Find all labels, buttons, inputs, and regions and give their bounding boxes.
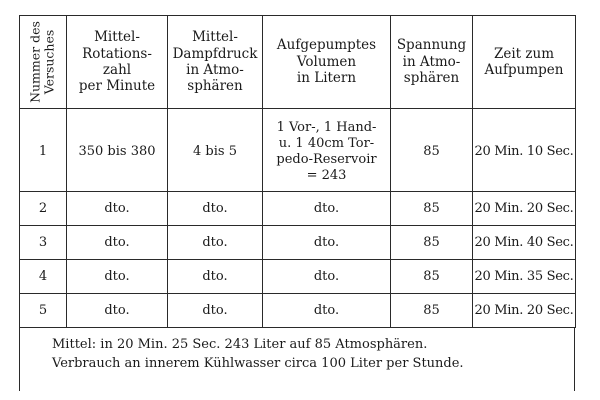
cell-volumen-line: pedo-Reservoir (276, 152, 377, 167)
cell-volumen-line: u. 1 40cm Tor- (278, 136, 375, 152)
header-zeit-line: Zeit zum (493, 45, 554, 62)
header-rotation-line: per Minute (78, 78, 156, 95)
table-row (20, 226, 576, 260)
header-spannung-line: Spannung (396, 37, 467, 54)
cell-spannung: 85 (391, 226, 473, 260)
summary-line-2: Verbrauch an innerem Kühlwasser circa 100 Liter per Stunde. (52, 355, 464, 371)
header-spannung-line: in Atmo- (402, 53, 461, 70)
cell-rotation: 350 bis 380 (67, 113, 168, 192)
cell-dampfdruck: 4 bis 5 (168, 113, 263, 192)
table-row (20, 260, 576, 294)
header-dampfdruck-line: sphären (187, 78, 243, 95)
cell-rotation: dto. (67, 192, 168, 226)
summary-note (19, 328, 575, 391)
cell-nr: 3 (20, 226, 67, 260)
header-dampfdruck-line: Dampfdruck (172, 45, 258, 62)
data-table (19, 15, 576, 328)
cell-nr: 1 (20, 113, 67, 192)
table-row (20, 192, 576, 226)
header-rotation-line: Mittel- (94, 29, 140, 46)
cell-dampfdruck: dto. (168, 260, 263, 294)
cell-rotation: dto. (67, 260, 168, 294)
cell-spannung: 85 (391, 113, 473, 192)
cell-volumen-line: = 243 (306, 167, 347, 183)
cell-dampfdruck: dto. (168, 294, 263, 328)
header-rotation-line: zahl (102, 62, 132, 78)
header-rotation (67, 16, 168, 109)
header-spannung-line: sphären (403, 70, 460, 87)
cell-nr: 4 (20, 260, 67, 294)
table-row (20, 294, 576, 328)
header-zeit (473, 16, 576, 109)
cell-dampfdruck: dto. (168, 226, 263, 260)
header-versuch (20, 16, 67, 109)
header-dampfdruck-line: Mittel- (192, 29, 238, 46)
cell-nr: 2 (20, 192, 67, 226)
header-versuch-line: Nummer des (27, 21, 43, 103)
cell-volumen: dto. (263, 226, 391, 260)
cell-volumen-line: 1 Vor-, 1 Hand- (276, 120, 377, 136)
header-volumen-line: Aufgepumptes (276, 37, 377, 54)
header-spannung (391, 16, 473, 109)
cell-nr: 5 (20, 294, 67, 328)
cell-rotation: dto. (67, 294, 168, 328)
cell-zeit: 20 Min. 10 Sec. (473, 113, 576, 192)
cell-zeit: 20 Min. 35 Sec. (473, 260, 576, 294)
header-rotation-line: Rotations- (82, 45, 152, 62)
document-sheet (19, 15, 575, 397)
cell-rotation: dto. (67, 226, 168, 260)
cell-dampfdruck: dto. (168, 192, 263, 226)
cell-volumen: dto. (263, 294, 391, 328)
cell-spannung: 85 (391, 260, 473, 294)
header-versuch-line: Versuches (42, 29, 57, 95)
cell-volumen: dto. (263, 192, 391, 226)
header-volumen (263, 16, 391, 109)
header-row (20, 16, 576, 109)
cell-zeit: 20 Min. 40 Sec. (473, 226, 576, 260)
cell-spannung: 85 (391, 192, 473, 226)
header-volumen-line: Volumen (296, 53, 357, 70)
table-row (20, 113, 576, 192)
cell-zeit: 20 Min. 20 Sec. (473, 294, 576, 328)
header-dampfdruck-line: in Atmo- (186, 62, 244, 78)
header-volumen-line: in Litern (296, 70, 357, 87)
cell-zeit: 20 Min. 20 Sec. (473, 192, 576, 226)
cell-volumen (263, 113, 391, 192)
cell-volumen: dto. (263, 260, 391, 294)
header-zeit-line: Aufpumpen (484, 62, 564, 78)
header-dampfdruck (168, 16, 263, 109)
summary-line-1: Mittel: in 20 Min. 25 Sec. 243 Liter auf 85 Atmosphären. (52, 337, 428, 352)
cell-spannung: 85 (391, 294, 473, 328)
